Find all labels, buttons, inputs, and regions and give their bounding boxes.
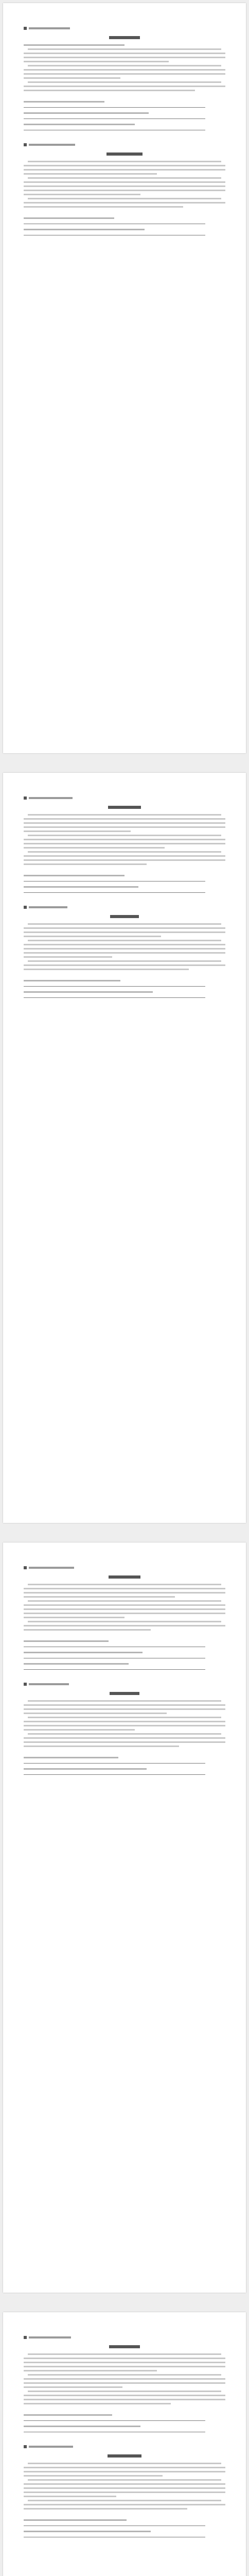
question-line bbox=[24, 112, 149, 114]
text-line bbox=[28, 2479, 221, 2481]
text-line bbox=[24, 1725, 225, 1726]
question-line bbox=[24, 1640, 109, 1642]
text-line bbox=[28, 177, 221, 179]
text-line bbox=[24, 57, 225, 58]
text-line bbox=[24, 2403, 171, 2404]
answer-blank bbox=[24, 881, 205, 882]
article-title bbox=[110, 915, 139, 918]
text-line bbox=[24, 2467, 225, 2468]
heading-text bbox=[29, 1567, 74, 1569]
text-line bbox=[28, 1621, 221, 1622]
text-line bbox=[24, 2358, 225, 2359]
question-line bbox=[24, 886, 138, 888]
answer-blank bbox=[24, 2420, 205, 2421]
text-line bbox=[24, 826, 225, 828]
text-line bbox=[24, 77, 120, 79]
article-title bbox=[106, 152, 143, 156]
answer-blank bbox=[24, 892, 205, 893]
text-line bbox=[28, 48, 221, 50]
question-line bbox=[24, 991, 153, 993]
text-line bbox=[24, 61, 169, 62]
heading-text bbox=[29, 797, 73, 799]
section-number bbox=[24, 143, 27, 146]
text-line bbox=[24, 2399, 225, 2400]
text-line bbox=[24, 843, 225, 844]
text-line bbox=[28, 1733, 221, 1735]
text-line bbox=[24, 969, 189, 970]
text-line bbox=[28, 1600, 221, 1602]
article-title bbox=[109, 1575, 140, 1579]
text-line bbox=[24, 1708, 225, 1710]
text-line bbox=[24, 2492, 225, 2493]
page-content bbox=[24, 795, 225, 1502]
text-line bbox=[24, 936, 161, 937]
text-line bbox=[24, 859, 225, 861]
heading-text bbox=[29, 27, 70, 29]
heading-text bbox=[29, 2446, 73, 2448]
text-line bbox=[28, 1700, 221, 1702]
text-line bbox=[24, 839, 225, 840]
question-line bbox=[24, 124, 135, 125]
text-line bbox=[28, 81, 221, 83]
text-line bbox=[28, 2463, 221, 2464]
text-line bbox=[24, 2496, 116, 2497]
answer-blank bbox=[24, 1763, 205, 1764]
article-title bbox=[108, 806, 141, 809]
section-heading bbox=[24, 905, 225, 910]
text-line bbox=[24, 1596, 175, 1598]
question-line bbox=[24, 2531, 151, 2532]
question-line bbox=[24, 1652, 143, 1653]
text-line bbox=[24, 2487, 225, 2489]
question-line bbox=[24, 101, 104, 103]
question-line bbox=[24, 2414, 112, 2416]
question-line bbox=[24, 1663, 129, 1665]
text-line bbox=[28, 1584, 221, 1585]
section-number bbox=[24, 1683, 27, 1686]
question-line bbox=[24, 1768, 147, 1770]
text-line bbox=[24, 1741, 225, 1743]
text-line bbox=[24, 181, 225, 183]
heading-text bbox=[29, 906, 67, 908]
text-line bbox=[24, 1617, 124, 1618]
question-line bbox=[24, 2519, 127, 2521]
text-line bbox=[28, 940, 221, 941]
text-line bbox=[24, 1613, 225, 1614]
document-page-3 bbox=[3, 1543, 246, 2293]
section-number bbox=[24, 2445, 27, 2448]
article-title bbox=[109, 2345, 140, 2348]
heading-text bbox=[29, 2336, 71, 2338]
text-line bbox=[28, 2391, 221, 2392]
answer-blank bbox=[24, 997, 205, 998]
question-line bbox=[24, 1757, 118, 1758]
text-line bbox=[24, 194, 140, 195]
text-line bbox=[24, 2504, 225, 2505]
article-title bbox=[108, 2454, 141, 2458]
section-heading bbox=[24, 2444, 225, 2449]
text-line bbox=[24, 956, 112, 958]
text-line bbox=[24, 1737, 225, 1739]
text-line bbox=[24, 855, 225, 857]
text-line bbox=[24, 847, 165, 849]
text-line bbox=[28, 923, 221, 925]
text-line bbox=[24, 927, 225, 929]
document-page-2 bbox=[3, 773, 246, 1523]
text-line bbox=[28, 814, 221, 816]
text-line bbox=[24, 185, 225, 187]
page-content bbox=[24, 2335, 225, 2576]
section-number bbox=[24, 27, 27, 30]
text-line bbox=[24, 169, 225, 171]
text-line bbox=[24, 202, 225, 204]
text-line bbox=[24, 190, 225, 191]
text-line bbox=[28, 2353, 221, 2355]
text-line bbox=[24, 86, 225, 87]
text-line bbox=[24, 1592, 225, 1594]
text-line bbox=[24, 1629, 151, 1631]
answer-blank bbox=[24, 107, 205, 108]
article-title bbox=[110, 1692, 139, 1695]
text-line bbox=[24, 1608, 225, 1610]
document-page-1 bbox=[3, 3, 246, 753]
text-line bbox=[28, 835, 221, 836]
answer-blank bbox=[24, 1774, 205, 1775]
text-line bbox=[24, 822, 225, 824]
text-line bbox=[28, 960, 221, 962]
page-content bbox=[24, 26, 225, 733]
text-line bbox=[24, 2366, 225, 2367]
question-line bbox=[24, 875, 124, 876]
text-line bbox=[28, 851, 221, 853]
section-heading bbox=[24, 142, 225, 147]
text-line bbox=[24, 2395, 225, 2396]
text-line bbox=[24, 863, 147, 865]
text-line bbox=[24, 831, 131, 832]
text-line bbox=[24, 2483, 225, 2485]
text-line bbox=[28, 2500, 221, 2501]
text-line bbox=[24, 53, 225, 54]
section-heading bbox=[24, 2335, 225, 2340]
text-line bbox=[24, 2386, 122, 2388]
text-line bbox=[24, 2475, 163, 2477]
text-line bbox=[28, 1717, 221, 1718]
section-number bbox=[24, 2336, 27, 2339]
text-line bbox=[24, 944, 225, 945]
text-line bbox=[24, 69, 225, 71]
section-heading bbox=[24, 1565, 225, 1570]
text-line bbox=[24, 1604, 225, 1606]
text-line bbox=[24, 2378, 225, 2380]
text-line bbox=[24, 2362, 225, 2363]
text-line bbox=[24, 952, 225, 954]
heading-text bbox=[29, 1683, 69, 1685]
answer-blank bbox=[24, 1669, 205, 1670]
text-line bbox=[24, 964, 225, 966]
text-line bbox=[24, 948, 225, 950]
text-line bbox=[24, 1704, 225, 1706]
answer-blank bbox=[24, 118, 205, 119]
text-line bbox=[24, 1625, 225, 1626]
section-heading bbox=[24, 1682, 225, 1687]
heading-text bbox=[29, 144, 75, 146]
text-line bbox=[24, 1713, 167, 1714]
question-line bbox=[24, 2426, 140, 2427]
answer-blank bbox=[24, 986, 205, 987]
text-line bbox=[28, 161, 221, 162]
text-line bbox=[24, 206, 183, 208]
text-line bbox=[24, 1729, 135, 1731]
question-line bbox=[24, 217, 114, 219]
text-line bbox=[24, 90, 195, 91]
text-line bbox=[28, 2374, 221, 2376]
text-line bbox=[28, 65, 221, 66]
section-number bbox=[24, 796, 27, 800]
text-line bbox=[28, 198, 221, 199]
text-line bbox=[24, 1588, 225, 1589]
text-line bbox=[24, 2382, 225, 2384]
article-title bbox=[109, 36, 140, 39]
question-line bbox=[24, 980, 120, 981]
text-line bbox=[24, 1745, 179, 1747]
section-number bbox=[24, 1566, 27, 1569]
section-heading bbox=[24, 795, 225, 801]
text-line bbox=[24, 44, 124, 46]
text-line bbox=[24, 173, 157, 175]
text-line bbox=[24, 73, 225, 75]
text-line bbox=[24, 818, 225, 820]
page-content bbox=[24, 1565, 225, 2272]
text-line bbox=[24, 2370, 157, 2371]
text-line bbox=[24, 931, 225, 933]
document-page-4 bbox=[3, 2312, 246, 2576]
text-line bbox=[24, 1721, 225, 1722]
section-number bbox=[24, 906, 27, 909]
text-line bbox=[24, 165, 225, 166]
text-line bbox=[24, 2471, 225, 2472]
question-line bbox=[24, 229, 145, 230]
text-line bbox=[24, 2508, 187, 2510]
section-heading bbox=[24, 26, 225, 31]
